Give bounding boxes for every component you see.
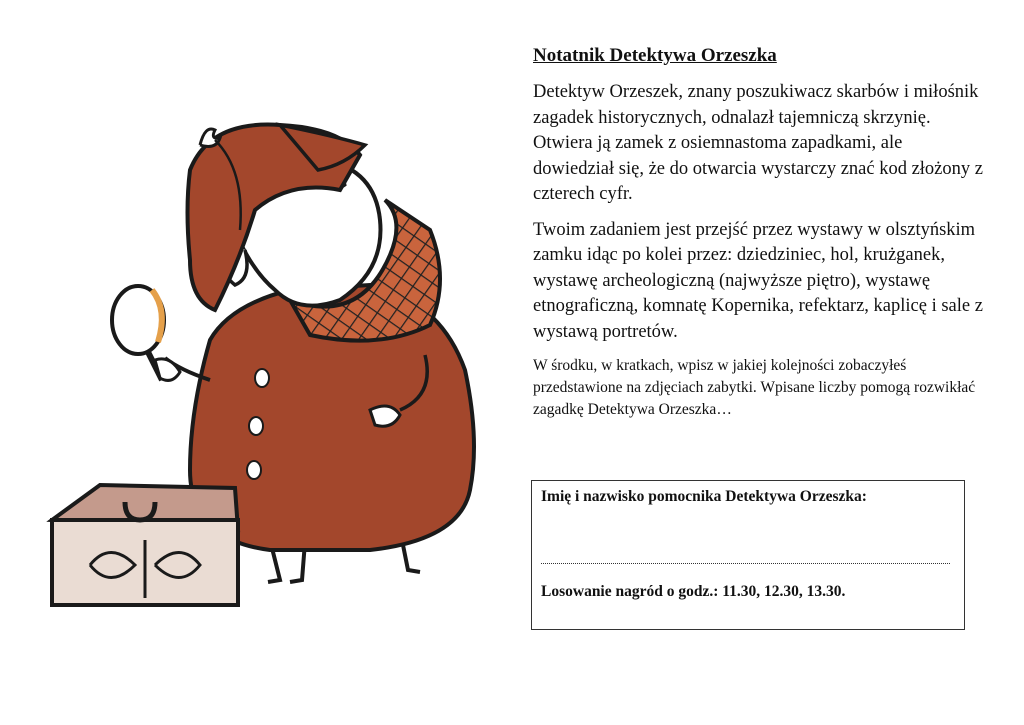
coat-button: [255, 369, 269, 387]
coat-button: [249, 417, 263, 435]
treasure-chest: [52, 485, 238, 605]
page-title: Notatnik Detektywa Orzeszka: [533, 45, 777, 66]
intro-paragraph: Detektyw Orzeszek, znany poszukiwacz skarbów i miłośnik zagadek historycznych, odnalazł tajemniczą skrzynię. Otwiera ją zamek z osiemnastoma zapadkami, ale dowiedział się, że do otwarcia wystarczy znać kod złożony z czterech cyfr.: [533, 82, 983, 204]
notebook-text: [533, 44, 983, 431]
name-label: Imię i nazwisko pomocnika Detektywa Orzeszka:: [541, 488, 867, 505]
task-paragraph: Twoim zadaniem jest przejść przez wystawy w olsztyńskim zamku idąc po kolei przez: dziedziniec, hol, krużganek, wystawę archeologiczną (najwyższe piętro), wystawę etnograficzną, komnatę Kopernika, refektarz, kaplicę i sale z wystawą portretów.: [533, 219, 983, 342]
instruction-paragraph: W środku, w kratkach, wpisz w jakiej kolejności zobaczyłeś przedstawione na zdjęciach zabytki. Wpisane liczby pomogą rozwikłać zagadkę Detektywa Orzeszka…: [533, 357, 976, 418]
draw-times: Losowanie nagród o godz.: 11.30, 12.30, 13.30.: [541, 583, 846, 600]
hand-left: [155, 359, 180, 381]
name-field[interactable]: [541, 563, 950, 564]
coat-button: [247, 461, 261, 479]
helper-form: [531, 480, 965, 630]
detective-illustration: [40, 110, 510, 610]
hand-right: [370, 406, 400, 426]
